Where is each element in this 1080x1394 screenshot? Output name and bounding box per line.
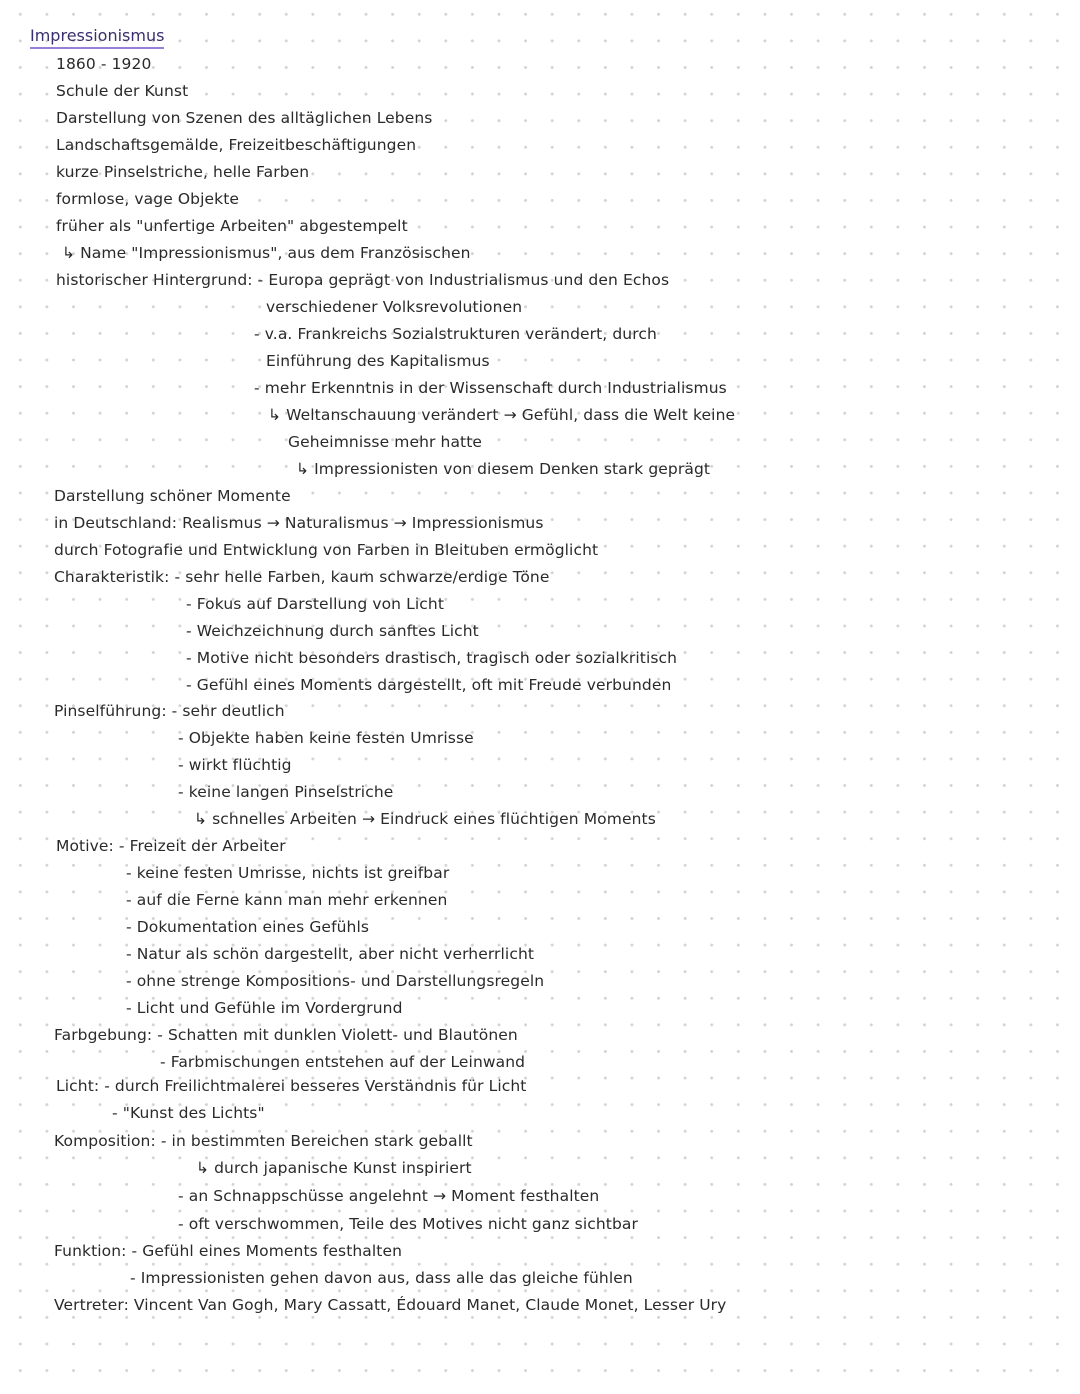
note-line: - Motive nicht besonders drastisch, tragisch oder sozialkritisch	[186, 649, 678, 667]
note-line: - Impressionisten gehen davon aus, dass alle das gleiche fühlen	[130, 1269, 633, 1287]
note-line: Pinselführung: - sehr deutlich	[54, 702, 285, 720]
note-line: - Weichzeichnung durch sanftes Licht	[186, 622, 479, 640]
note-line: historischer Hintergrund: - Europa geprägt von Industrialismus und den Echos	[56, 271, 670, 289]
note-line: kurze Pinselstriche, helle Farben	[56, 163, 310, 181]
note-line: Motive: - Freizeit der Arbeiter	[56, 837, 286, 855]
note-line: ↳ Weltanschauung verändert → Gefühl, dass die Welt keine	[268, 406, 736, 424]
note-line: formlose, vage Objekte	[56, 190, 240, 208]
note-line: ↳ schnelles Arbeiten → Eindruck eines flüchtigen Moments	[194, 810, 656, 828]
note-line: ↳ Impressionisten von diesem Denken stark geprägt	[296, 460, 711, 478]
note-line: - Gefühl eines Moments dargestellt, oft mit Freude verbunden	[186, 676, 672, 694]
note-line: Charakteristik: - sehr helle Farben, kaum schwarze/erdige Töne	[54, 568, 550, 586]
note-line: - auf die Ferne kann man mehr erkennen	[126, 891, 448, 909]
page-title: Impressionismus	[30, 26, 164, 49]
note-line: Komposition: - in bestimmten Bereichen stark geballt	[54, 1132, 473, 1150]
note-line: Funktion: - Gefühl eines Moments festhalten	[54, 1242, 403, 1260]
note-line: - keine festen Umrisse, nichts ist greifbar	[126, 864, 450, 882]
note-line: - ohne strenge Kompositions- und Darstellungsregeln	[126, 972, 545, 990]
note-line: - v.a. Frankreichs Sozialstrukturen verändert, durch	[254, 325, 657, 343]
note-line: - wirkt flüchtig	[178, 756, 292, 774]
note-line: Darstellung schöner Momente	[54, 487, 291, 505]
note-line: - keine langen Pinselstriche	[178, 783, 394, 801]
note-line: - Farbmischungen entstehen auf der Leinwand	[160, 1053, 526, 1071]
note-line: - "Kunst des Lichts"	[112, 1104, 265, 1122]
note-line: Einführung des Kapitalismus	[266, 352, 490, 370]
note-line: - Dokumentation eines Gefühls	[126, 918, 370, 936]
note-line: verschiedener Volksrevolutionen	[266, 298, 523, 316]
note-line: 1860 - 1920	[56, 55, 152, 73]
note-line: ↳ Name "Impressionismus", aus dem Französischen	[62, 244, 471, 262]
note-line: Licht: - durch Freilichtmalerei besseres Verständnis für Licht	[56, 1077, 527, 1095]
note-line: - Licht und Gefühle im Vordergrund	[126, 999, 403, 1017]
note-line: Landschaftsgemälde, Freizeitbeschäftigungen	[56, 136, 417, 154]
note-line: durch Fotografie und Entwicklung von Farben in Bleituben ermöglicht	[54, 541, 599, 559]
note-line: Vertreter: Vincent Van Gogh, Mary Cassatt, Édouard Manet, Claude Monet, Lesser Ury	[54, 1296, 727, 1314]
note-line: - Natur als schön dargestellt, aber nicht verherrlicht	[126, 945, 535, 963]
note-line: - an Schnappschüsse angelehnt → Moment festhalten	[178, 1187, 600, 1205]
note-line: Farbgebung: - Schatten mit dunklen Violett- und Blautönen	[54, 1026, 518, 1044]
note-line: Schule der Kunst	[56, 82, 189, 100]
note-line: ↳ durch japanische Kunst inspiriert	[196, 1159, 472, 1177]
note-line: Darstellung von Szenen des alltäglichen Lebens	[56, 109, 433, 127]
note-line: früher als "unfertige Arbeiten" abgestempelt	[56, 217, 408, 235]
note-line: - oft verschwommen, Teile des Motives nicht ganz sichtbar	[178, 1215, 638, 1233]
note-line: in Deutschland: Realismus → Naturalismus → Impressionismus	[54, 514, 544, 532]
note-line: Geheimnisse mehr hatte	[288, 433, 483, 451]
note-line: - Objekte haben keine festen Umrisse	[178, 729, 474, 747]
note-line: - mehr Erkenntnis in der Wissenschaft durch Industrialismus	[254, 379, 727, 397]
note-line: - Fokus auf Darstellung von Licht	[186, 595, 444, 613]
